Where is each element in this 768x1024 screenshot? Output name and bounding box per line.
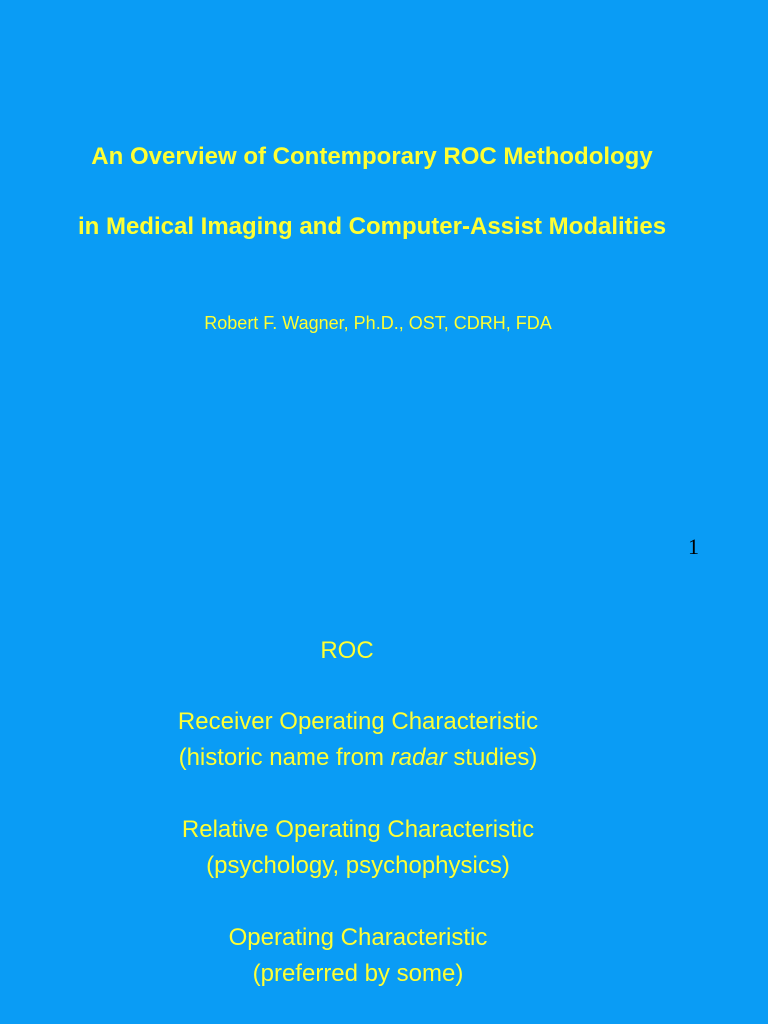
term-note: (psychology, psychophysics) — [206, 852, 510, 879]
term-name: Relative Operating Characteristic — [181, 816, 535, 843]
term-receiver — [0, 704, 716, 776]
term-operating — [0, 920, 716, 992]
term-note-prefix: (historic name from — [178, 744, 391, 771]
page-number: 1 — [688, 534, 699, 559]
title-line-2: in Medical Imaging and Computer-Assist Modalities — [77, 213, 667, 240]
term-name: Operating Characteristic — [228, 924, 488, 951]
term-note — [0, 740, 716, 776]
term-note-italic: radar — [390, 744, 447, 771]
term-note-suffix: studies) — [446, 744, 538, 771]
term-note: (preferred by some) — [252, 960, 464, 987]
author-line: Robert F. Wagner, Ph.D., OST, CDRH, FDA — [204, 313, 552, 333]
roc-heading: ROC — [320, 637, 374, 664]
term-relative — [0, 812, 716, 884]
title-line-1: An Overview of Contemporary ROC Methodology — [91, 143, 653, 170]
term-name: Receiver Operating Characteristic — [177, 708, 539, 735]
roc-definitions-slide — [0, 590, 768, 1024]
